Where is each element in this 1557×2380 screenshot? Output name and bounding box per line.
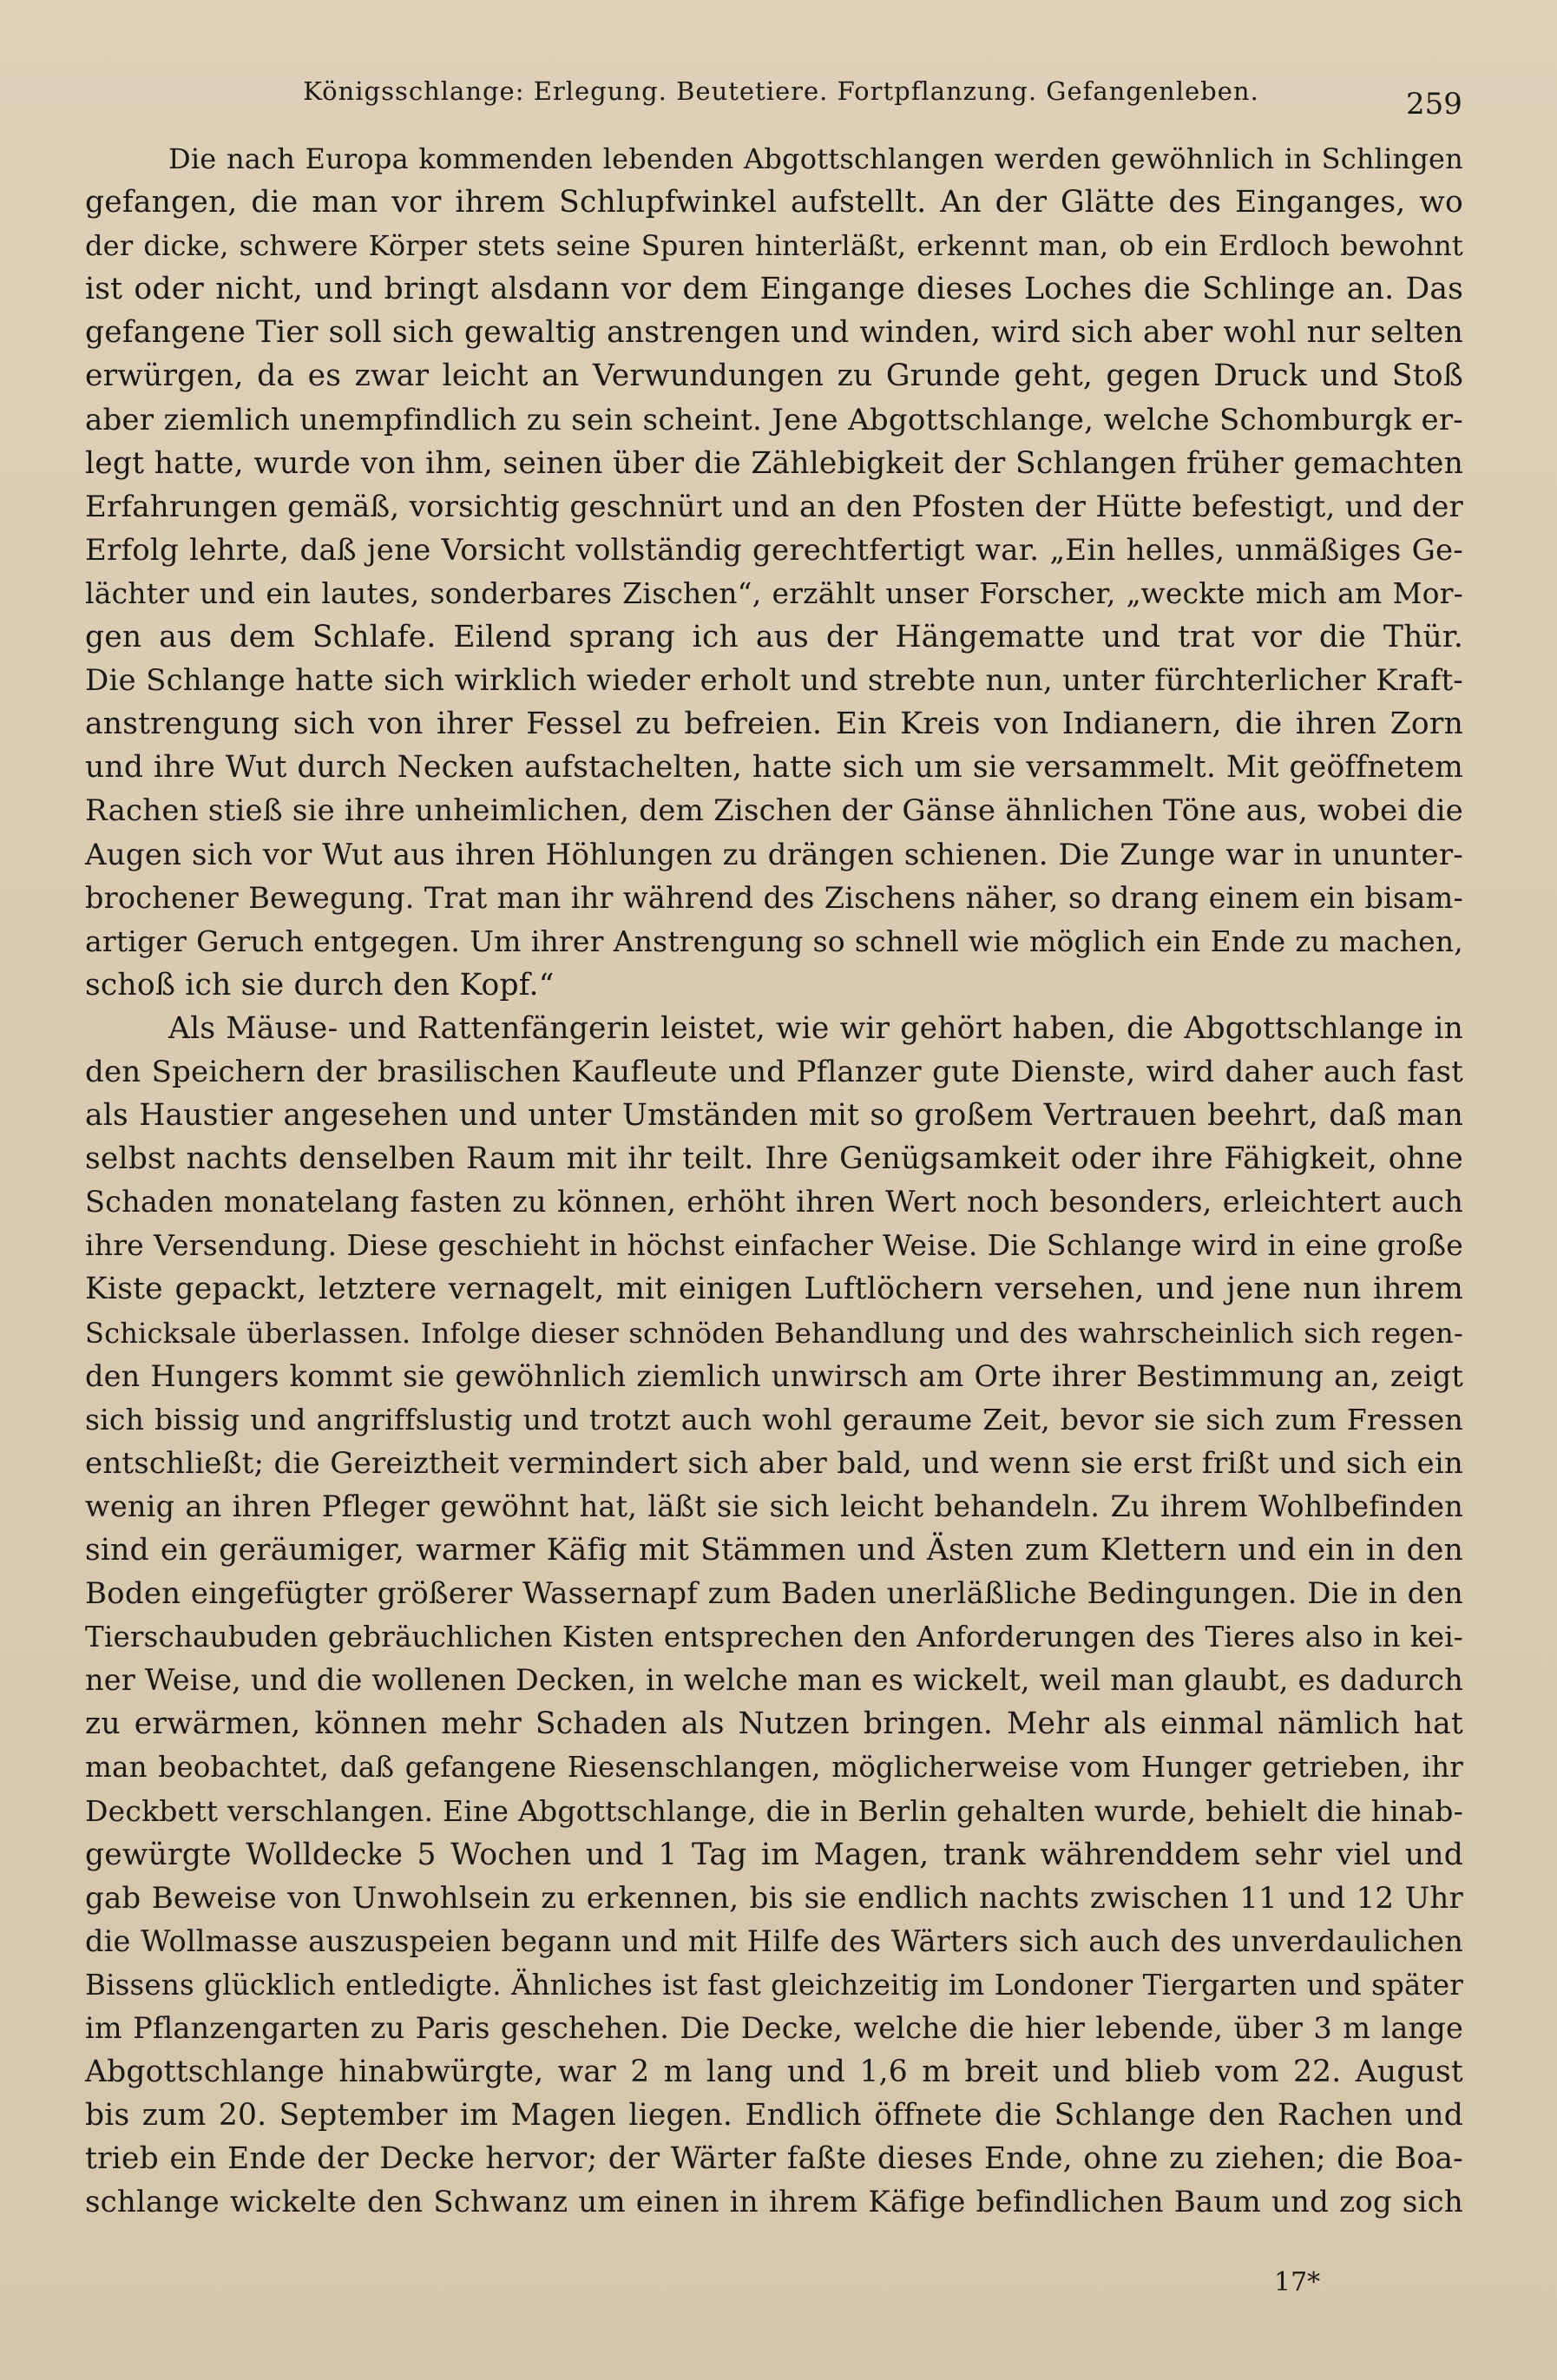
text-line: Erfahrungen gemäß, vorsichtig geschnürt und an den Pfosten der Hütte befestigt, und der	[85, 489, 1463, 524]
text-line: Tierschaubuden gebräuchlichen Kisten entsprechen den Anforderungen des Tieres also in kei-	[85, 1621, 1463, 1654]
text-line: gefangen, die man vor ihrem Schlupfwinkel aufstellt. An der Glätte des Einganges, wo	[85, 185, 1463, 220]
text-line: wenig an ihren Pfleger gewöhnt hat, läßt sie sich leicht behandeln. Zu ihrem Wohlbefinden	[85, 1489, 1463, 1523]
text-line: artiger Geruch entgegen. Um ihrer Anstrengung so schnell wie möglich ein Ende zu machen,	[85, 924, 1463, 958]
text-line: man beobachtet, daß gefangene Riesenschlangen, möglicherweise vom Hunger getrieben, ihr	[85, 1751, 1463, 1785]
text-line: anstrengung sich von ihrer Fessel zu befreien. Ein Kreis von Indianern, die ihren Zorn	[85, 707, 1463, 742]
text-line: Die nach Europa kommenden lebenden Abgottschlangen werden gewöhnlich in Schlingen	[168, 142, 1463, 175]
text-line: Erfolg lehrte, daß jene Vorsicht vollständig gerechtfertigt war. „Ein helles, unmäßiges Ge-	[85, 532, 1463, 568]
text-line: Rachen stieß sie ihre unheimlichen, dem Zischen der Gänse ähnlichen Töne aus, wobei die	[85, 793, 1463, 829]
text-line: lächter und ein lautes, sonderbares Zischen“, erzählt unser Forscher, „weckte mich am Mor-	[85, 575, 1463, 610]
text-line: legt hatte, wurde von ihm, seinen über die Zählebigkeit der Schlangen früher gemachten	[85, 445, 1463, 481]
text-line: die Wollmasse auszuspeien begann und mit Hilfe des Wärters sich auch des unverdaulichen	[85, 1923, 1463, 1958]
signature-mark: 17*	[1274, 2267, 1321, 2298]
body-text	[85, 137, 1463, 2268]
text-line	[85, 2225, 1463, 2268]
page-number: 259	[1406, 87, 1462, 122]
text-line: im Pflanzengarten zu Paris geschehen. Die Decke, welche die hier lebende, über 3 m lange	[85, 2011, 1463, 2046]
text-line: Bissens glücklich entledigte. Ähnliches ist fast gleichzeitig im Londoner Tiergarten und später	[85, 1968, 1463, 2002]
text-line: Deckbett verschlangen. Eine Abgottschlange, die in Berlin gehalten wurde, behielt die hinab-	[85, 1793, 1463, 1828]
text-line: ihre Versendung. Diese geschieht in höchst einfacher Weise. Die Schlange wird in eine große	[85, 1228, 1463, 1263]
text-line: ner Weise, und die wollenen Decken, in welche man es wickelt, weil man glaubt, es dadurch	[85, 1663, 1463, 1698]
text-line: sich bissig und angriffslustig und trotzt auch wohl geraume Zeit, bevor sie sich zum Fressen	[85, 1402, 1463, 1437]
text-line: Abgottschlange hinabwürgte, war 2 m lang und 1,6 m breit und blieb vom 22. August	[85, 2055, 1463, 2090]
text-line: gen aus dem Schlafe. Eilend sprang ich aus der Hängematte und trat vor die Thür.	[85, 620, 1463, 655]
text-line: schlange wickelte den Schwanz um einen in ihrem Käfige befindlichen Baum und zog sich	[85, 2185, 1463, 2220]
text-line: sind ein geräumiger, warmer Käfig mit Stämmen und Ästen zum Klettern und ein in den	[85, 1533, 1463, 1568]
text-line: brochener Bewegung. Trat man ihr während des Zischens näher, so drang einem ein bisam-	[85, 880, 1463, 915]
text-line: Boden eingefügter größerer Wassernapf zum Baden unerläßliche Bedingungen. Die in den	[85, 1576, 1463, 1612]
text-line: Augen sich vor Wut aus ihren Höhlungen zu drängen schienen. Die Zunge war in ununter-	[85, 837, 1463, 872]
text-line: erwürgen, da es zwar leicht an Verwundungen zu Grunde geht, gegen Druck und Stoß	[85, 358, 1463, 394]
running-head: Königsschlange: Erlegung. Beutetiere. Fortpflanzung. Gefangenleben.	[303, 76, 1259, 106]
text-line: den Hungers kommt sie gewöhnlich ziemlich unwirsch am Orte ihrer Bestimmung an, zeigt	[85, 1358, 1463, 1393]
text-line: den Speichern der brasilischen Kaufleute und Pflanzer gute Dienste, wird daher auch fast	[85, 1054, 1463, 1089]
text-line: der dicke, schwere Körper stets seine Spuren hinterläßt, erkennt man, ob ein Erdloch bewohnt	[85, 229, 1463, 263]
text-line: Als Mäuse- und Rattenfängerin leistet, wie wir gehört haben, die Abgottschlange in	[168, 1010, 1463, 1046]
text-line: aber ziemlich unempfindlich zu sein scheint. Jene Abgottschlange, welche Schomburgk er-	[85, 402, 1463, 437]
text-line: bis zum 20. September im Magen liegen. Endlich öffnete die Schlange den Rachen und	[85, 2098, 1463, 2133]
text-line: entschließt; die Gereiztheit vermindert sich aber bald, und wenn sie erst frißt und sich ein	[85, 1445, 1463, 1481]
text-line: gab Beweise von Unwohlsein zu erkennen, bis sie endlich nachts zwischen 11 und 12 Uhr	[85, 1880, 1463, 1916]
text-line: und ihre Wut durch Necken aufstachelten, hatte sich um sie versammelt. Mit geöffnetem	[85, 750, 1463, 786]
text-line: Schaden monatelang fasten zu können, erhöht ihren Wert noch besonders, erleichtert auch	[85, 1185, 1463, 1220]
text-line: trieb ein Ende der Decke hervor; der Wärter faßte dieses Ende, ohne zu ziehen; die Boa-	[85, 2141, 1463, 2177]
text-line: schoß ich sie durch den Kopf.“	[85, 967, 555, 1003]
text-line: gewürgte Wolldecke 5 Wochen und 1 Tag im Magen, trank währenddem sehr viel und	[85, 1837, 1463, 1872]
text-line: gefangene Tier soll sich gewaltig anstrengen und winden, wird sich aber wohl nur selten	[85, 315, 1463, 351]
text-line: ist oder nicht, und bringt alsdann vor dem Eingange dieses Loches die Schlinge an. Das	[85, 272, 1463, 307]
text-line: Schicksale überlassen. Infolge dieser schnöden Behandlung und des wahrscheinlich sich regen-	[85, 1316, 1463, 1350]
text-line: Die Schlange hatte sich wirklich wieder erholt und strebte nun, unter fürchterlicher Kraft-	[85, 663, 1463, 699]
text-line: Kiste gepackt, letztere vernagelt, mit einigen Luftlöchern versehen, und jene nun ihrem	[85, 1272, 1463, 1307]
text-line: selbst nachts denselben Raum mit ihr teilt. Ihre Genügsamkeit oder ihre Fähigkeit, ohne	[85, 1141, 1463, 1177]
text-line: als Haustier angesehen und unter Umständen mit so großem Vertrauen beehrt, daß man	[85, 1098, 1463, 1134]
text-line: zu erwärmen, können mehr Schaden als Nutzen bringen. Mehr als einmal nämlich hat	[85, 1706, 1463, 1742]
